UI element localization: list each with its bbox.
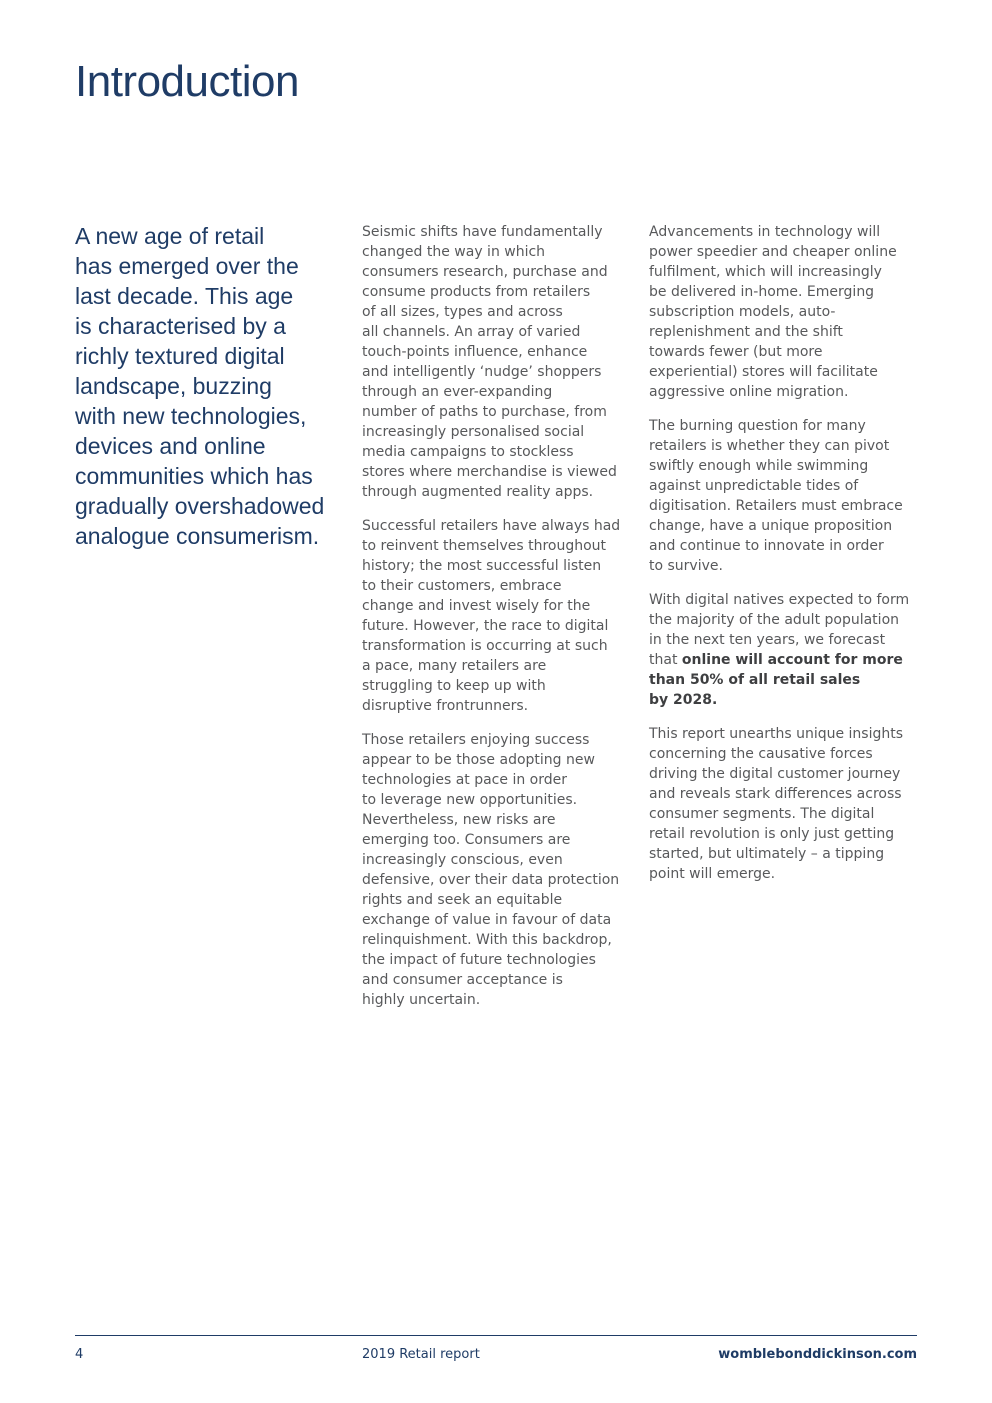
report-name: 2019 Retail report — [362, 1347, 480, 1362]
text-line: retailers is whether they can pivot — [649, 438, 890, 454]
text-line: in the next ten years, we forecast — [649, 632, 886, 648]
forecast-highlight: by 2028. — [649, 692, 718, 708]
text-line: stores where merchandise is viewed — [362, 464, 617, 480]
text-line: fulfilment, which will increasingly — [649, 264, 882, 280]
text-line: aggressive online migration. — [649, 384, 849, 400]
lede-line: A new age of retail — [75, 223, 265, 249]
text-line: exchange of value in favour of data — [362, 912, 612, 928]
text-line: the majority of the adult population — [649, 612, 900, 628]
text-line: be delivered in-home. Emerging — [649, 284, 875, 300]
text-fragment: that — [649, 652, 682, 668]
text-line: against unpredictable tides of — [649, 478, 859, 494]
text-line: and consumer acceptance is — [362, 972, 563, 988]
text-line: number of paths to purchase, from — [362, 404, 607, 420]
text-line: relinquishment. With this backdrop, — [362, 932, 612, 948]
text-line: Advancements in technology will — [649, 224, 881, 240]
text-line: all channels. An array of varied — [362, 324, 581, 340]
text-line: and intelligently ‘nudge’ shoppers — [362, 364, 602, 380]
text-line: transformation is occurring at such — [362, 638, 608, 654]
text-line: highly uncertain. — [362, 992, 481, 1008]
page-title: Introduction — [75, 57, 299, 106]
text-line: replenishment and the shift — [649, 324, 843, 340]
text-line: through an ever-expanding — [362, 384, 553, 400]
text-line: driving the digital customer journey — [649, 766, 901, 782]
text-line: to leverage new opportunities. — [362, 792, 578, 808]
text-line: appear to be those adopting new — [362, 752, 595, 768]
text-line — [649, 670, 919, 690]
text-line: subscription models, auto- — [649, 304, 836, 320]
lede-line: richly textured digital — [75, 343, 285, 369]
text-line: Nevertheless, new risks are — [362, 812, 556, 828]
text-line: to their customers, embrace — [362, 578, 562, 594]
text-line: technologies at pace in order — [362, 772, 567, 788]
text-line: experiential) stores will facilitate — [649, 364, 878, 380]
text-line: Those retailers enjoying success — [362, 732, 590, 748]
text-line: retail revolution is only just getting — [649, 826, 895, 842]
text-line: change and invest wisely for the — [362, 598, 591, 614]
text-line: swiftly enough while swimming — [649, 458, 869, 474]
text-line: to survive. — [649, 558, 723, 574]
website-link[interactable]: womblebonddickinson.com — [718, 1347, 917, 1362]
lede-line: communities which has — [75, 463, 313, 489]
text-line: With digital natives expected to form — [649, 592, 910, 608]
lede-line: devices and online — [75, 433, 266, 459]
text-line: change, have a unique proposition — [649, 518, 893, 534]
body-paragraph — [649, 222, 919, 402]
text-line — [649, 650, 919, 670]
body-column-1 — [362, 222, 630, 1024]
body-column-2 — [649, 222, 919, 898]
text-line: The burning question for many — [649, 418, 866, 434]
text-line: disruptive frontrunners. — [362, 698, 529, 714]
text-line: Successful retailers have always had — [362, 518, 621, 534]
text-line: changed the way in which — [362, 244, 546, 260]
body-paragraph — [362, 516, 630, 716]
text-line: struggling to keep up with — [362, 678, 546, 694]
body-paragraph — [362, 730, 630, 1010]
forecast-highlight: online will account for more — [681, 652, 903, 668]
lede-paragraph — [75, 221, 337, 551]
lede-line: gradually overshadowed — [75, 493, 325, 519]
lede-line: last decade. This age — [75, 283, 294, 309]
text-line: and reveals stark differences across — [649, 786, 902, 802]
text-line — [649, 690, 919, 710]
footer-divider — [75, 1335, 917, 1336]
forecast-paragraph — [649, 590, 919, 710]
text-line: consume products from retailers — [362, 284, 591, 300]
text-line: power speedier and cheaper online — [649, 244, 897, 260]
text-line: concerning the causative forces — [649, 746, 873, 762]
text-line: a pace, many retailers are — [362, 658, 547, 674]
text-line: This report unearths unique insights — [649, 726, 904, 742]
text-line: media campaigns to stockless — [362, 444, 574, 460]
text-line: to reinvent themselves throughout — [362, 538, 607, 554]
text-line: rights and seek an equitable — [362, 892, 563, 908]
lede-line: has emerged over the — [75, 253, 299, 279]
forecast-highlight: than 50% of all retail sales — [649, 672, 861, 688]
text-line: consumer segments. The digital — [649, 806, 875, 822]
text-line: increasingly conscious, even — [362, 852, 563, 868]
text-line: touch-points influence, enhance — [362, 344, 588, 360]
text-line: emerging too. Consumers are — [362, 832, 571, 848]
text-line: started, but ultimately – a tipping — [649, 846, 885, 862]
text-line: defensive, over their data protection — [362, 872, 620, 888]
text-line: towards fewer (but more — [649, 344, 823, 360]
text-line: the impact of future technologies — [362, 952, 596, 968]
text-line: and continue to innovate in order — [649, 538, 884, 554]
text-line: digitisation. Retailers must embrace — [649, 498, 903, 514]
lede-line: analogue consumerism. — [75, 523, 320, 549]
body-paragraph — [362, 222, 630, 502]
lede-line: is characterised by a — [75, 313, 286, 339]
text-line: through augmented reality apps. — [362, 484, 594, 500]
text-line: increasingly personalised social — [362, 424, 585, 440]
body-paragraph — [649, 724, 919, 884]
text-line: consumers research, purchase and — [362, 264, 608, 280]
page-number: 4 — [75, 1347, 84, 1362]
text-line: Seismic shifts have fundamentally — [362, 224, 603, 240]
text-line: point will emerge. — [649, 866, 776, 882]
text-line: future. However, the race to digital — [362, 618, 609, 634]
body-paragraph — [649, 416, 919, 576]
lede-line: landscape, buzzing — [75, 373, 272, 399]
text-line: history; the most successful listen — [362, 558, 602, 574]
lede-line: with new technologies, — [75, 403, 307, 429]
text-line: of all sizes, types and across — [362, 304, 563, 320]
